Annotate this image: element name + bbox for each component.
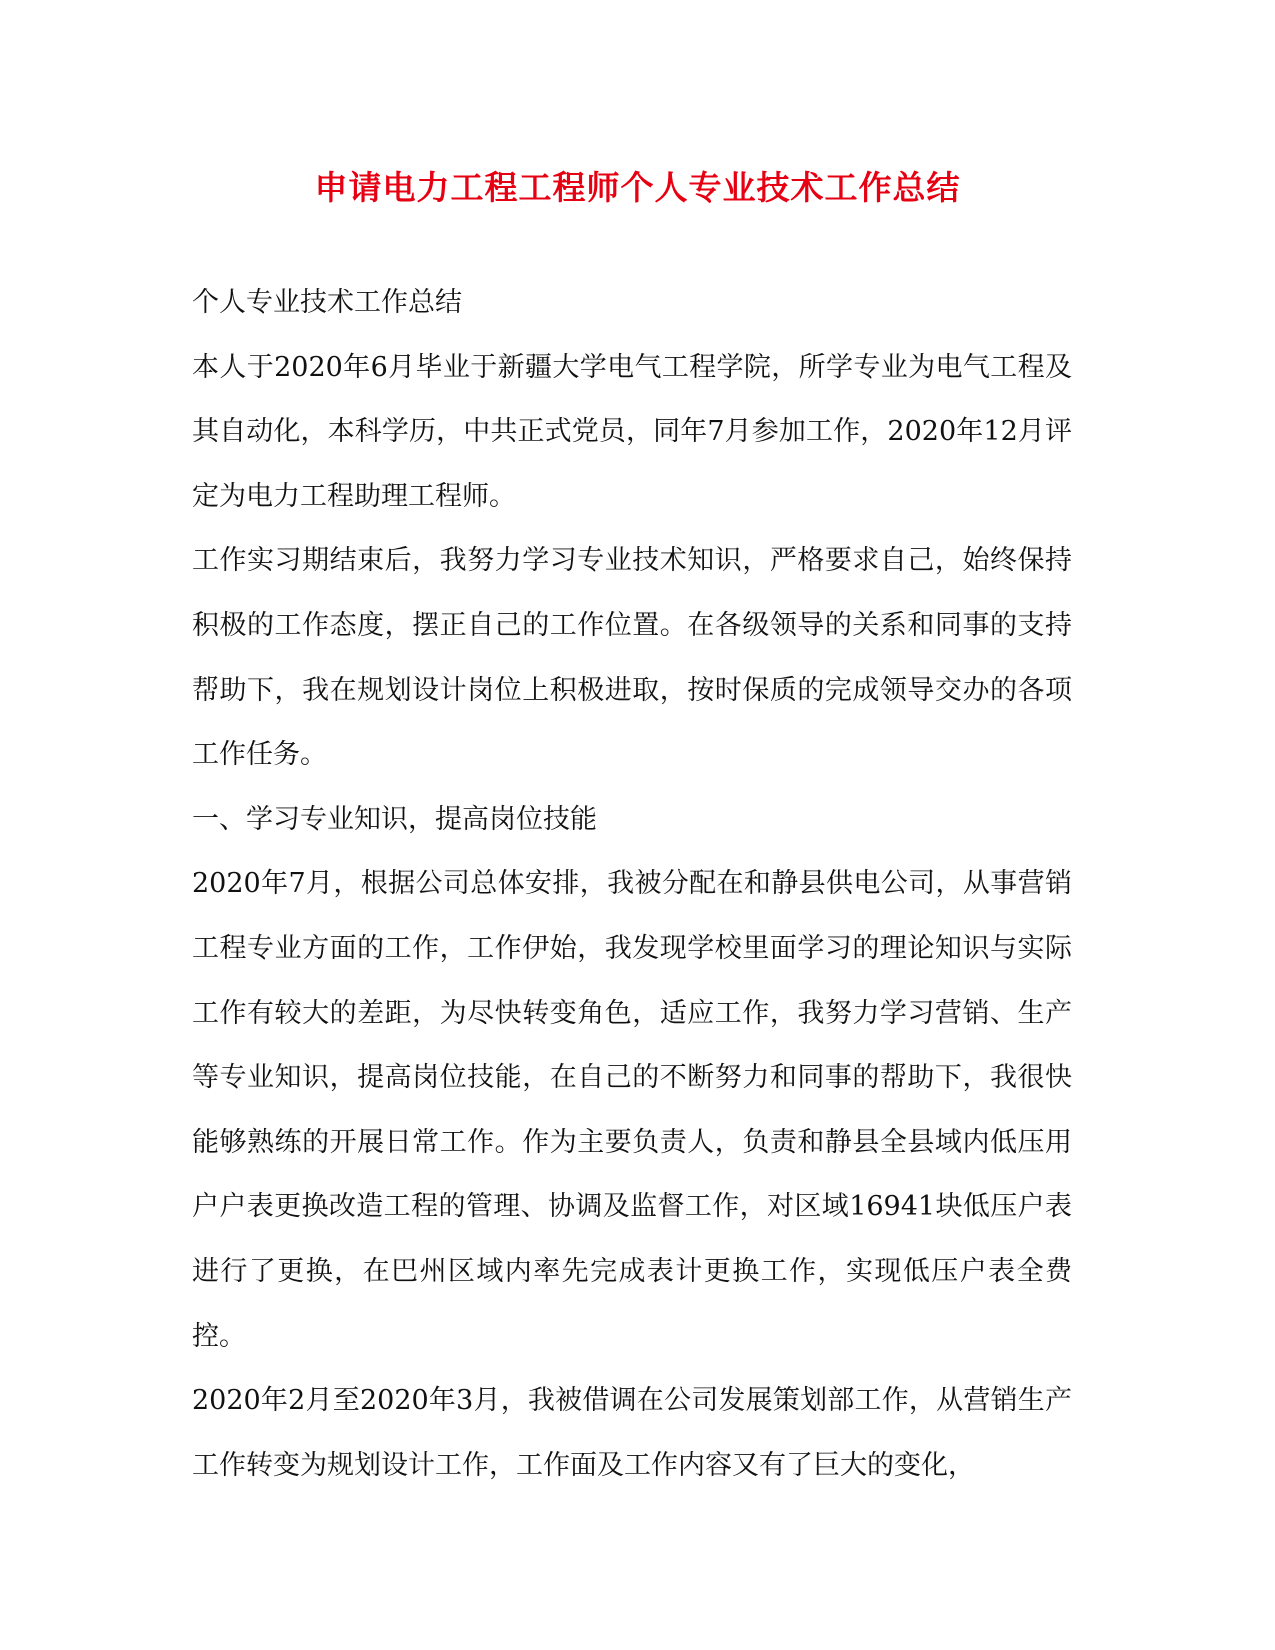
paragraph-marketing-work: 2020年7月，根据公司总体安排，我被分配在和静县供电公司，从事营销工程专业方面的工作，工作伊始，我发现学校里面学习的理论知识与实际工作有较大的差距，为尽快转变角色，适应工作，我努力学习营销、生产等专业知识，提高岗位技能，在自己的不断努力和同事的帮助下，我很快能够熟练的开展日常工作。作为主要负责人，负责和静县全县域内低压用户户表更换改造工程的管理、协调及监督工作，对区域16941块低压户表进行了更换，在巴州区域内率先完成表计更换工作，实现低压户表全费控。	[192, 868, 1072, 1352]
document-body	[192, 271, 1072, 1498]
paragraph-heading-summary: 个人专业技术工作总结	[192, 287, 462, 318]
paragraph-attitude: 工作实习期结束后，我努力学习专业技术知识，严格要求自己，始终保持积极的工作态度，摆正自己的工作位置。在各级领导的关系和同事的支持帮助下，我在规划设计岗位上积极进取，按时保质的完成领导交办的各项工作任务。	[192, 545, 1072, 771]
document-title: 申请电力工程工程师个人专业技术工作总结	[314, 168, 961, 207]
paragraph-background: 本人于2020年6月毕业于新疆大学电气工程学院，所学专业为电气工程及其自动化，本科学历，中共正式党员，同年7月参加工作，2020年12月评定为电力工程助理工程师。	[192, 351, 1072, 512]
section-heading-one: 一、学习专业知识，提高岗位技能	[192, 803, 597, 835]
paragraph-planning-work: 2020年2月至2020年3月，我被借调在公司发展策划部工作，从营销生产工作转变为规划设计工作，工作面及工作内容又有了巨大的变化，	[192, 1385, 1072, 1481]
